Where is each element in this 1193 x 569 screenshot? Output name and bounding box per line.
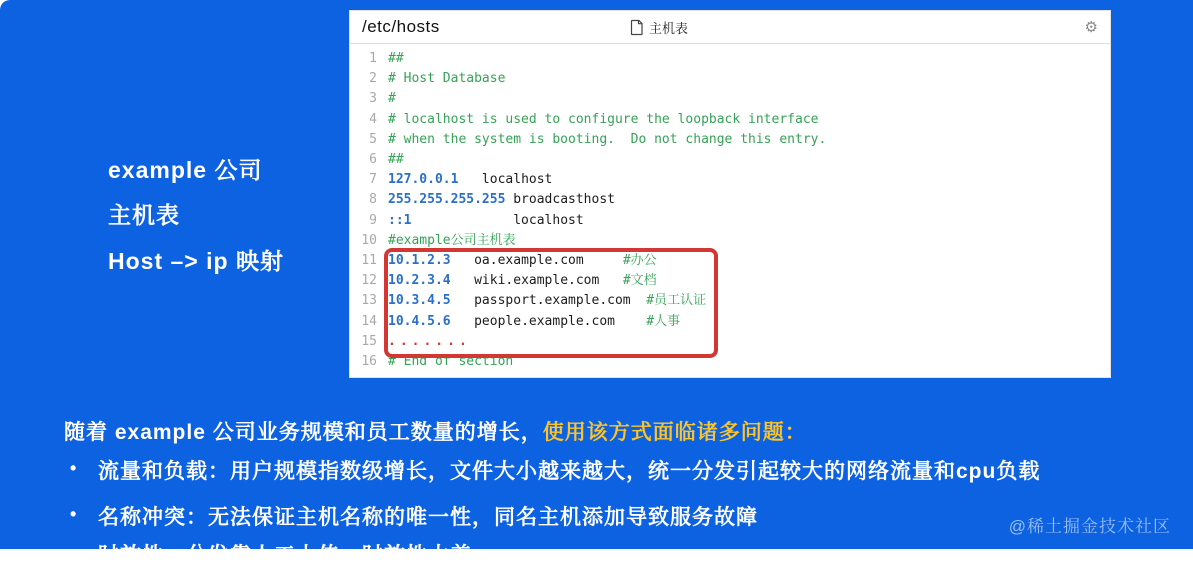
line-number: 4 xyxy=(369,111,377,127)
code-segment: # Host Database xyxy=(388,71,506,87)
file-path-title: /etc/hosts xyxy=(362,17,440,36)
code-segment: localhost xyxy=(458,172,553,188)
line-number: 11 xyxy=(361,253,377,269)
code-area[interactable] xyxy=(350,44,1110,377)
line-number: 12 xyxy=(361,273,377,289)
line-number: 6 xyxy=(369,152,377,168)
code-segment: # End of section xyxy=(388,354,514,370)
code-segment: 10.1.2.3 xyxy=(388,253,451,269)
tab-label: 主机表 xyxy=(649,20,689,36)
line-number: 13 xyxy=(361,293,377,309)
bullet-text: 流量和负载：用户规模指数级增长，文件大小越来越大，统一分发引起较大的网络流量和cpu负载 xyxy=(98,460,1041,483)
document-icon xyxy=(631,20,643,35)
code-line xyxy=(350,291,1110,311)
code-line xyxy=(350,69,1110,89)
line-number: 15 xyxy=(361,333,377,349)
code-line xyxy=(350,130,1110,150)
code-segment: #员工认证 xyxy=(630,293,707,309)
code-line xyxy=(350,312,1110,332)
line-number: 2 xyxy=(369,71,377,87)
code-segment: 10.2.3.4 xyxy=(388,273,451,289)
code-segment: # localhost is used to configure the loopback interface xyxy=(388,111,819,127)
code-line xyxy=(350,332,1110,352)
intro-line-company: example 公司 xyxy=(108,157,263,183)
code-segment: #办公 xyxy=(583,253,657,269)
bullet-traffic-load xyxy=(70,455,1040,485)
problems-intro-white: 随着 example 公司业务规模和员工数量的增长， xyxy=(64,421,543,444)
code-line xyxy=(350,110,1110,130)
code-segment: #文档 xyxy=(599,273,657,289)
code-segment: oa.example.com xyxy=(450,253,584,269)
code-segment: ## xyxy=(388,51,404,66)
code-line xyxy=(350,231,1110,251)
code-line xyxy=(350,89,1110,109)
code-line xyxy=(350,251,1110,271)
line-number: 5 xyxy=(369,131,377,147)
line-number: 7 xyxy=(369,172,377,188)
code-line xyxy=(350,352,1110,372)
code-line xyxy=(350,190,1110,210)
line-number: 1 xyxy=(369,51,377,66)
gear-icon[interactable]: ⚙ xyxy=(1084,19,1098,36)
line-number: 14 xyxy=(361,313,377,329)
line-number: 3 xyxy=(369,91,377,107)
code-segment: ::1 xyxy=(388,212,412,228)
tab-hosts-table[interactable] xyxy=(631,11,688,43)
bullet-timeliness xyxy=(70,539,472,569)
code-line xyxy=(350,170,1110,190)
bullet-dot-icon: • xyxy=(70,458,78,478)
bullet-name-conflict xyxy=(70,501,758,531)
code-line xyxy=(350,211,1110,231)
intro-block xyxy=(108,158,284,294)
code-line xyxy=(350,49,1110,69)
code-segment: localhost xyxy=(411,212,584,228)
code-line xyxy=(350,271,1110,291)
code-segment: # when the system is booting. Do not change this entry. xyxy=(388,131,827,147)
code-segment: 255.255.255.255 xyxy=(388,192,506,208)
code-segment: wiki.example.com xyxy=(450,273,600,289)
code-segment: #example公司主机表 xyxy=(388,232,516,248)
line-number: 9 xyxy=(369,212,377,228)
code-segment: 10.3.4.5 xyxy=(388,293,451,309)
code-segment: # xyxy=(388,91,396,107)
editor-header xyxy=(350,11,1110,44)
line-number: 16 xyxy=(361,354,377,370)
watermark: @稀土掘金技术社区 xyxy=(1008,517,1171,536)
bullet-text: 名称冲突：无法保证主机名称的唯一性，同名主机添加导致服务故障 xyxy=(98,506,758,529)
code-segment: passport.example.com xyxy=(450,293,631,309)
bullet-dot-icon: • xyxy=(70,504,78,524)
code-segment: ....... xyxy=(388,333,471,349)
intro-line-hosts-table: 主机表 xyxy=(108,202,180,229)
editor-window xyxy=(349,10,1111,378)
code-segment: ## xyxy=(388,152,404,168)
line-number: 10 xyxy=(361,232,377,248)
code-segment: broadcasthost xyxy=(505,192,615,208)
intro-line-host-ip-mapping: Host –> ip 映射 xyxy=(108,247,284,274)
bullet-text: 时效性：分发靠人工上传，时效性太差 xyxy=(98,544,472,567)
code-segment: 10.4.5.6 xyxy=(388,313,451,329)
code-line xyxy=(350,150,1110,170)
problems-intro-highlight: 使用该方式面临诸多问题： xyxy=(542,421,807,444)
bullet-dot-icon: • xyxy=(70,542,78,562)
line-number: 8 xyxy=(369,192,377,208)
code-segment: people.example.com xyxy=(450,313,615,329)
code-segment: #人事 xyxy=(615,313,681,329)
problems-intro-line xyxy=(64,416,807,446)
code-segment: 127.0.0.1 xyxy=(388,172,459,188)
